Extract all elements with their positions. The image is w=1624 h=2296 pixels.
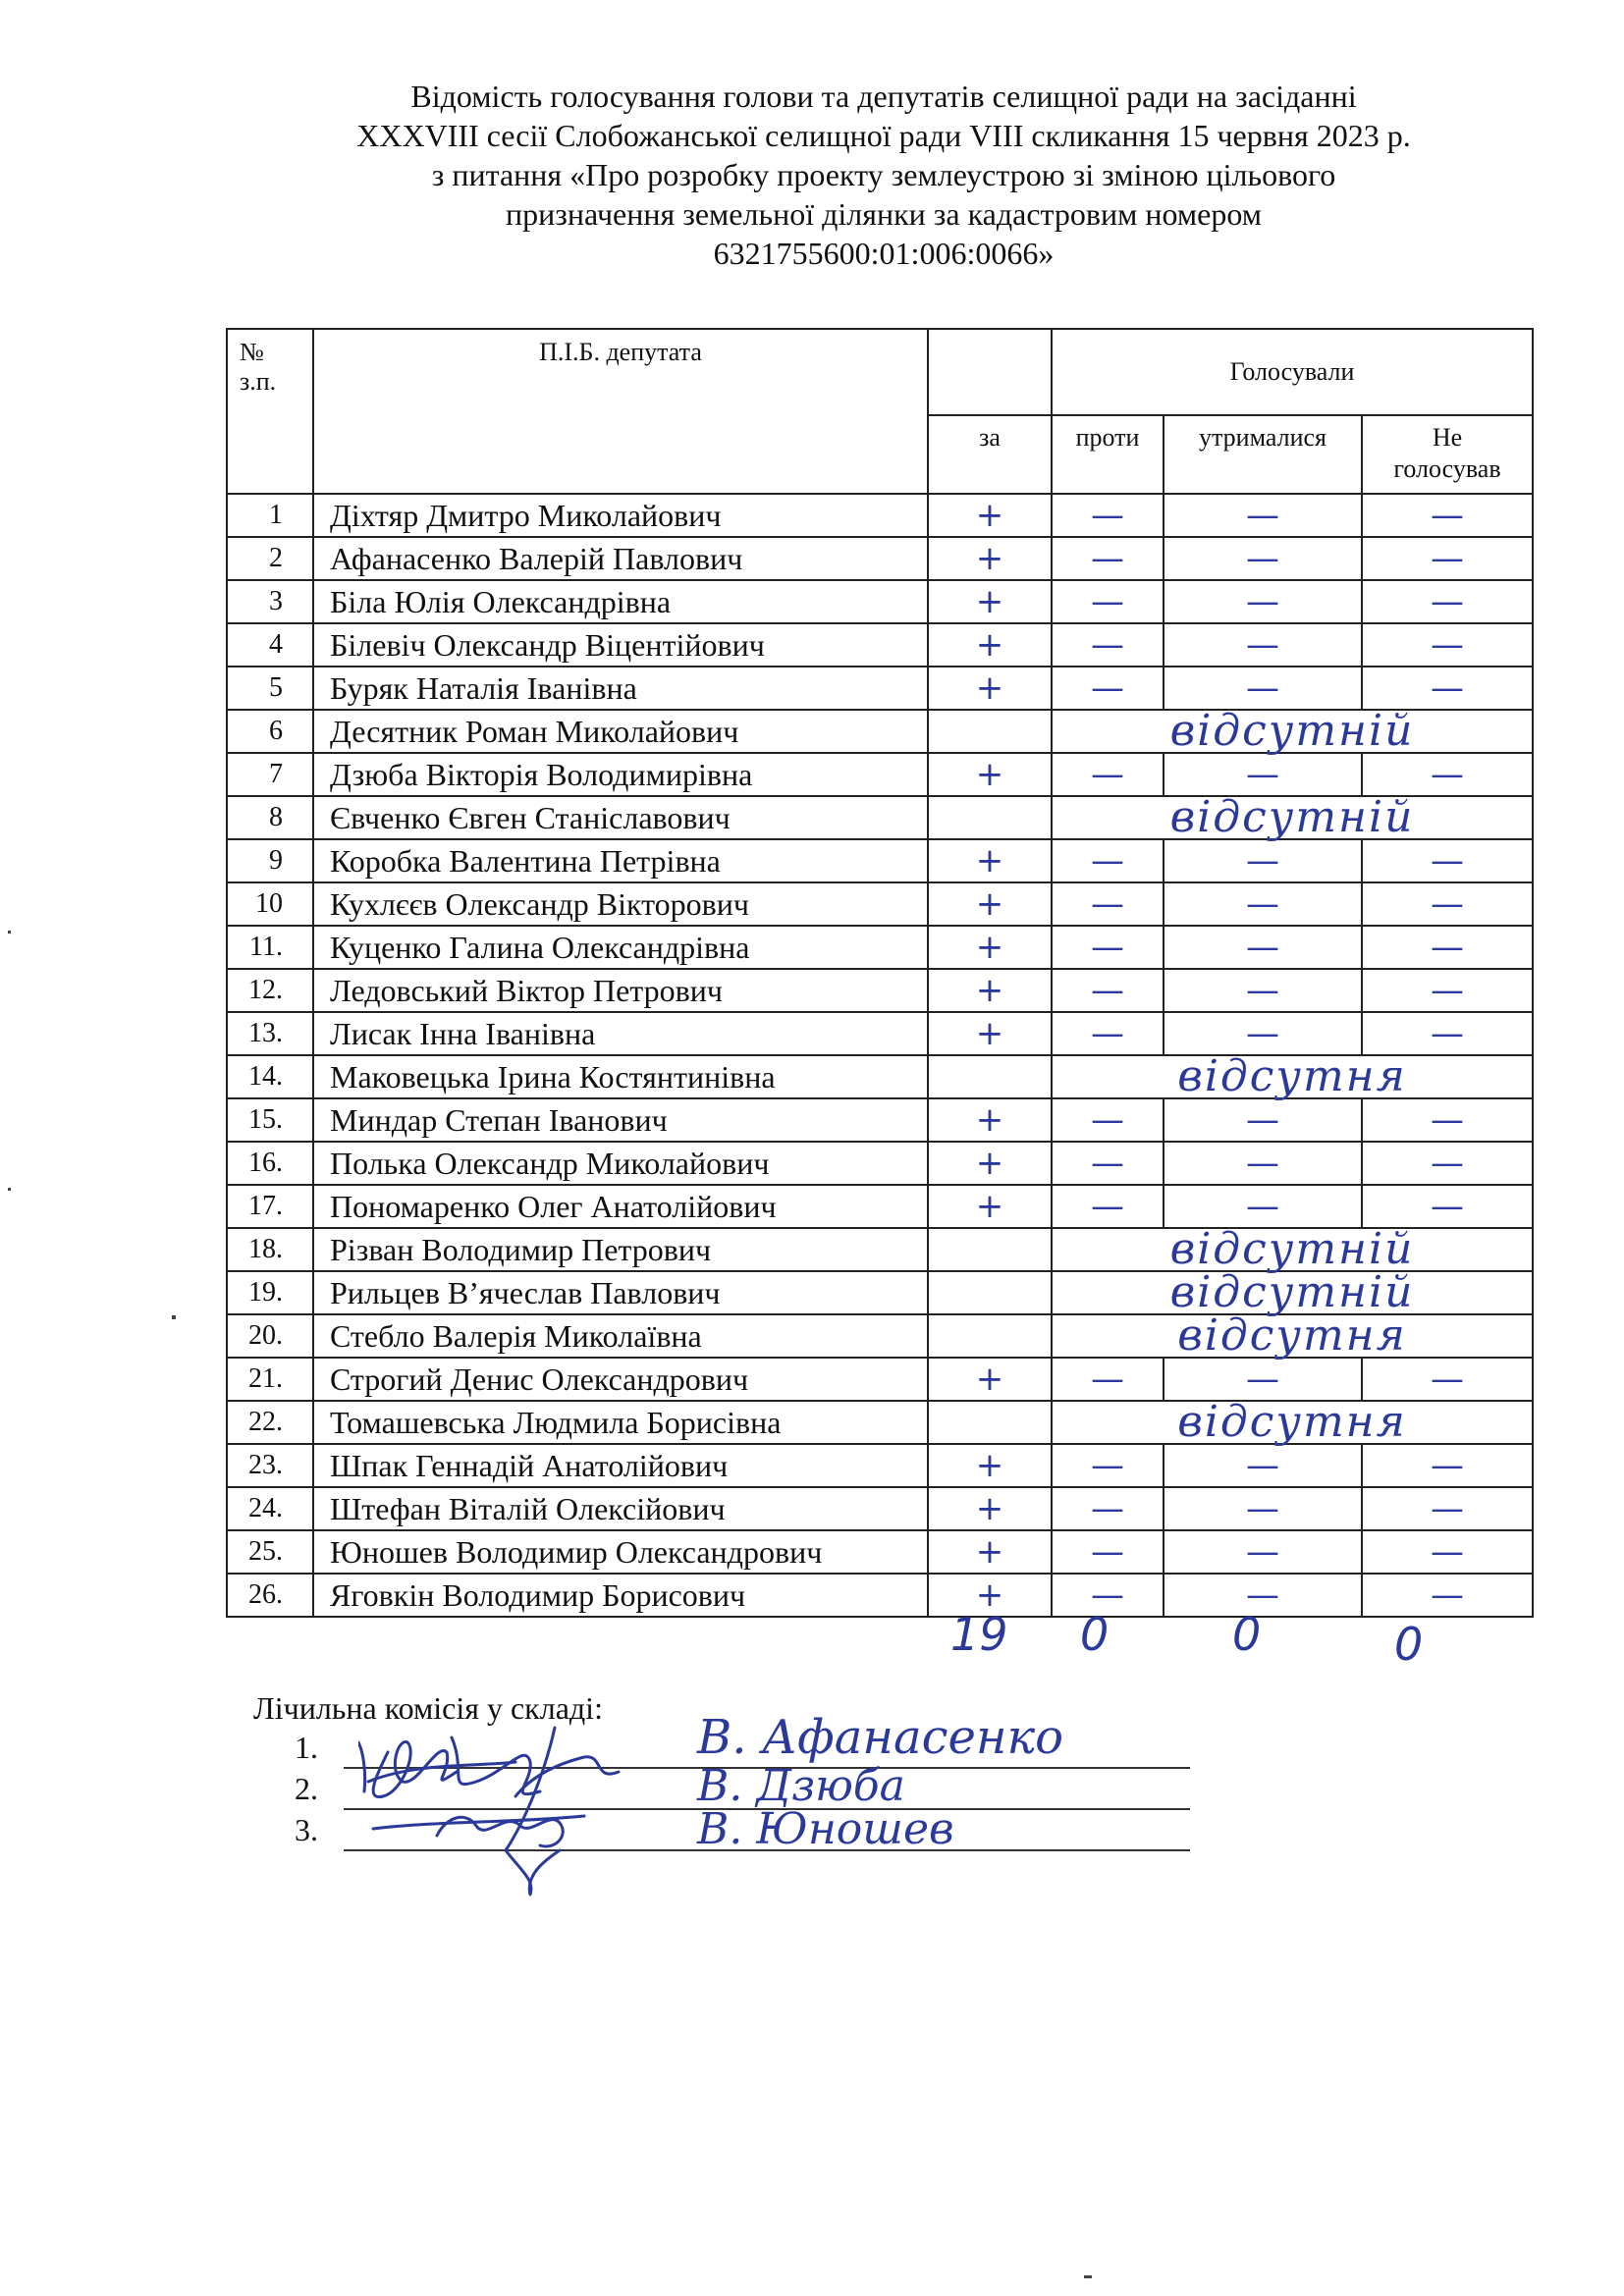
header-row-1: [227, 329, 1533, 415]
deputy-name: Стебло Валерія Миколаївна: [313, 1314, 928, 1358]
vote-not-voted: —: [1362, 1012, 1533, 1055]
table-row: [227, 1487, 1533, 1530]
table-row: [227, 1012, 1533, 1055]
vote-abstained: —: [1164, 1574, 1362, 1617]
vote-abstained: —: [1164, 1185, 1362, 1228]
deputy-name: Шпак Геннадій Анатолійович: [313, 1444, 928, 1487]
vote-against: —: [1052, 839, 1164, 882]
vote-abstained: —: [1164, 882, 1362, 926]
vote-for: +: [928, 1098, 1052, 1142]
vote-for: +: [928, 1574, 1052, 1617]
handwritten-signatures: [358, 1713, 771, 1899]
deputy-name: Штефан Віталій Олексійович: [313, 1487, 928, 1530]
vote-not-voted: —: [1362, 667, 1533, 710]
vote-not-voted: —: [1362, 1098, 1533, 1142]
table-row: [227, 1142, 1533, 1185]
absent-note: відсутня: [1052, 1055, 1533, 1098]
row-number: 6: [227, 710, 313, 753]
row-number: 9: [227, 839, 313, 882]
deputy-name: Куценко Галина Олександрівна: [313, 926, 928, 969]
vote-for: +: [928, 1185, 1052, 1228]
deputy-name: Дзюба Вікторія Володимирівна: [313, 753, 928, 796]
table-row: [227, 926, 1533, 969]
deputy-name: Десятник Роман Миколайович: [313, 710, 928, 753]
vote-not-voted: —: [1362, 1487, 1533, 1530]
vote-for: +: [928, 667, 1052, 710]
header-not-voted-line2: голосував: [1393, 454, 1501, 483]
total-for: 19: [950, 1608, 1008, 1661]
header-against: проти: [1052, 415, 1164, 494]
vote-against: —: [1052, 1012, 1164, 1055]
vote-against: —: [1052, 1142, 1164, 1185]
header-num-line2: з.п.: [240, 367, 277, 396]
vote-not-voted: —: [1362, 537, 1533, 580]
vote-against: —: [1052, 882, 1164, 926]
vote-not-voted: —: [1362, 580, 1533, 623]
vote-abstained: —: [1164, 1142, 1362, 1185]
row-number: 10: [227, 882, 313, 926]
table-row: [227, 580, 1533, 623]
vote-abstained: —: [1164, 839, 1362, 882]
row-number: 8: [227, 796, 313, 839]
row-number: 22.: [227, 1401, 313, 1444]
vote-for: +: [928, 839, 1052, 882]
vote-abstained: —: [1164, 623, 1362, 667]
table-row: [227, 494, 1533, 537]
row-number: 16.: [227, 1142, 313, 1185]
absent-note: відсутня: [1052, 1314, 1533, 1358]
vote-for: +: [928, 882, 1052, 926]
vote-not-voted: —: [1362, 1574, 1533, 1617]
vote-for: +: [928, 623, 1052, 667]
member-name-1: В. Афанасенко: [697, 1710, 1064, 1765]
table-row: [227, 1098, 1533, 1142]
vote-abstained: —: [1164, 537, 1362, 580]
vote-not-voted: —: [1362, 753, 1533, 796]
table-row: [227, 753, 1533, 796]
table-row: [227, 882, 1533, 926]
table-row: [227, 667, 1533, 710]
deputy-name: Томашевська Людмила Борисівна: [313, 1401, 928, 1444]
vote-abstained: —: [1164, 1358, 1362, 1401]
row-number: 26.: [227, 1574, 313, 1617]
table-row: [227, 1185, 1533, 1228]
deputy-name: Євченко Євген Станіславович: [313, 796, 928, 839]
vote-for: +: [928, 1358, 1052, 1401]
title-line-1: Відомість голосування голови та депутатів селищної ради на засіданні: [410, 79, 1357, 114]
deputy-name: Різван Володимир Петрович: [313, 1228, 928, 1271]
table-row: [227, 1574, 1533, 1617]
vote-abstained: —: [1164, 1487, 1362, 1530]
vote-for: +: [928, 753, 1052, 796]
deputy-name: Коробка Валентина Петрівна: [313, 839, 928, 882]
vote-for: [928, 1401, 1052, 1444]
vote-for: +: [928, 494, 1052, 537]
deputy-name: Строгий Денис Олександрович: [313, 1358, 928, 1401]
table-row: [227, 1444, 1533, 1487]
vote-abstained: —: [1164, 1012, 1362, 1055]
vote-for: +: [928, 1487, 1052, 1530]
table-row: [227, 796, 1533, 839]
row-number: 5: [227, 667, 313, 710]
vote-against: —: [1052, 1574, 1164, 1617]
vote-not-voted: —: [1362, 1530, 1533, 1574]
vote-abstained: —: [1164, 1098, 1362, 1142]
row-number: 4: [227, 623, 313, 667]
header-for: за: [928, 415, 1052, 494]
vote-against: —: [1052, 1530, 1164, 1574]
absent-note: відсутня: [1052, 1401, 1533, 1444]
vote-for: [928, 1055, 1052, 1098]
row-number: 21.: [227, 1358, 313, 1401]
vote-against: —: [1052, 926, 1164, 969]
vote-against: —: [1052, 753, 1164, 796]
table-row: [227, 1055, 1533, 1098]
member-index: 1.: [295, 1730, 318, 1765]
vote-not-voted: —: [1362, 969, 1533, 1012]
row-number: 25.: [227, 1530, 313, 1574]
row-number: 2: [227, 537, 313, 580]
deputy-name: Лисак Інна Іванівна: [313, 1012, 928, 1055]
scan-speck: [8, 931, 11, 934]
title-line-4: призначення земельної ділянки за кадастровим номером: [506, 196, 1262, 232]
deputy-name: Афанасенко Валерій Павлович: [313, 537, 928, 580]
vote-against: —: [1052, 1444, 1164, 1487]
vote-against: —: [1052, 623, 1164, 667]
total-abstained: 0: [1232, 1608, 1262, 1661]
row-number: 7: [227, 753, 313, 796]
vote-against: —: [1052, 1185, 1164, 1228]
vote-abstained: —: [1164, 1444, 1362, 1487]
vote-for: +: [928, 969, 1052, 1012]
scan-speck: [8, 1188, 11, 1191]
row-number: 20.: [227, 1314, 313, 1358]
deputy-name: Маковецька Ірина Костянтинівна: [313, 1055, 928, 1098]
vote-for: +: [928, 580, 1052, 623]
vote-against: —: [1052, 494, 1164, 537]
row-number: 17.: [227, 1185, 313, 1228]
deputy-name: Біла Юлія Олександрівна: [313, 580, 928, 623]
header-voted: Голосували: [1052, 329, 1533, 415]
member-name-2: В. Дзюба: [697, 1761, 905, 1811]
vote-against: —: [1052, 667, 1164, 710]
vote-for: +: [928, 537, 1052, 580]
table-row: [227, 839, 1533, 882]
vote-against: —: [1052, 969, 1164, 1012]
vote-not-voted: —: [1362, 1358, 1533, 1401]
vote-not-voted: —: [1362, 1142, 1533, 1185]
vote-not-voted: —: [1362, 926, 1533, 969]
title-line-2: XXXVIII сесії Слобожанської селищної ради VIII скликання 15 червня 2023 р.: [356, 118, 1411, 153]
vote-against: —: [1052, 537, 1164, 580]
deputy-name: Буряк Наталія Іванівна: [313, 667, 928, 710]
table-row: [227, 623, 1533, 667]
total-not-voted: 0: [1394, 1618, 1424, 1671]
deputy-name: Пономаренко Олег Анатолійович: [313, 1185, 928, 1228]
vote-against: —: [1052, 1487, 1164, 1530]
commission-member-2: [295, 1771, 342, 1807]
deputy-name: Діхтяр Дмитро Миколайович: [313, 494, 928, 537]
member-name-3: В. Юношев: [697, 1804, 954, 1854]
voting-table: [226, 328, 1534, 1618]
table-row: [227, 1401, 1533, 1444]
document-title: [226, 77, 1542, 273]
vote-abstained: —: [1164, 969, 1362, 1012]
deputy-name: Миндар Степан Іванович: [313, 1098, 928, 1142]
vote-for: [928, 1314, 1052, 1358]
vote-for: +: [928, 1142, 1052, 1185]
vote-not-voted: —: [1362, 623, 1533, 667]
row-number: 23.: [227, 1444, 313, 1487]
vote-abstained: —: [1164, 926, 1362, 969]
vote-for: [928, 710, 1052, 753]
vote-abstained: —: [1164, 753, 1362, 796]
deputy-name: Полька Олександр Миколайович: [313, 1142, 928, 1185]
header-num: [227, 329, 313, 494]
table-row: [227, 969, 1533, 1012]
row-number: 14.: [227, 1055, 313, 1098]
row-number: 3: [227, 580, 313, 623]
vote-not-voted: —: [1362, 494, 1533, 537]
table-row: [227, 537, 1533, 580]
row-number: 24.: [227, 1487, 313, 1530]
row-number: 12.: [227, 969, 313, 1012]
row-number: 13.: [227, 1012, 313, 1055]
header-name: П.І.Б. депутата: [313, 329, 928, 494]
vote-for: [928, 1228, 1052, 1271]
vote-abstained: —: [1164, 667, 1362, 710]
table-row: [227, 710, 1533, 753]
absent-note: відсутній: [1052, 796, 1533, 839]
deputy-name: Білевіч Олександр Віцентійович: [313, 623, 928, 667]
vote-for: [928, 1271, 1052, 1314]
vote-not-voted: —: [1362, 839, 1533, 882]
header-abstained: утрималися: [1164, 415, 1362, 494]
table-row: [227, 1271, 1533, 1314]
commission-member-3: [295, 1812, 342, 1848]
member-index: 3.: [295, 1812, 318, 1847]
vote-for: +: [928, 1012, 1052, 1055]
title-line-3: з питання «Про розробку проекту землеустрою зі зміною цільового: [431, 157, 1336, 192]
deputy-name: Ледовський Віктор Петрович: [313, 969, 928, 1012]
header-not-voted: [1362, 415, 1533, 494]
row-number: 18.: [227, 1228, 313, 1271]
vote-for: +: [928, 926, 1052, 969]
table-row: [227, 1228, 1533, 1271]
header-num-line1: №: [240, 338, 264, 366]
row-number: 19.: [227, 1271, 313, 1314]
table-row: [227, 1314, 1533, 1358]
title-line-5: 6321755600:01:006:0066»: [713, 236, 1055, 271]
vote-abstained: —: [1164, 1530, 1362, 1574]
vote-not-voted: —: [1362, 1444, 1533, 1487]
absent-note: відсутній: [1052, 1228, 1533, 1271]
scan-speck: [172, 1315, 176, 1319]
vote-against: —: [1052, 1358, 1164, 1401]
commission-label: Лічильна комісія у складі:: [253, 1690, 603, 1726]
vote-against: —: [1052, 1098, 1164, 1142]
table-row: [227, 1358, 1533, 1401]
deputy-name: Кухлєєв Олександр Вікторович: [313, 882, 928, 926]
row-number: 1: [227, 494, 313, 537]
vote-not-voted: —: [1362, 1185, 1533, 1228]
total-against: 0: [1080, 1608, 1110, 1661]
vote-not-voted: —: [1362, 882, 1533, 926]
member-index: 2.: [295, 1771, 318, 1806]
commission-member-1: [295, 1730, 342, 1766]
vote-for: +: [928, 1444, 1052, 1487]
vote-abstained: —: [1164, 580, 1362, 623]
header-blank: [928, 329, 1052, 415]
vote-for: [928, 796, 1052, 839]
deputy-name: Юношев Володимир Олександрович: [313, 1530, 928, 1574]
table-row: [227, 1530, 1533, 1574]
deputy-name: Яговкін Володимир Борисович: [313, 1574, 928, 1617]
deputy-name: Рильцев В’ячеслав Павлович: [313, 1271, 928, 1314]
absent-note: відсутній: [1052, 710, 1533, 753]
header-not-voted-line1: Не: [1432, 423, 1463, 452]
vote-against: —: [1052, 580, 1164, 623]
scan-speck: [1084, 2275, 1092, 2278]
row-number: 15.: [227, 1098, 313, 1142]
row-number: 11.: [227, 926, 313, 969]
absent-note: відсутній: [1052, 1271, 1533, 1314]
vote-for: +: [928, 1530, 1052, 1574]
vote-abstained: —: [1164, 494, 1362, 537]
